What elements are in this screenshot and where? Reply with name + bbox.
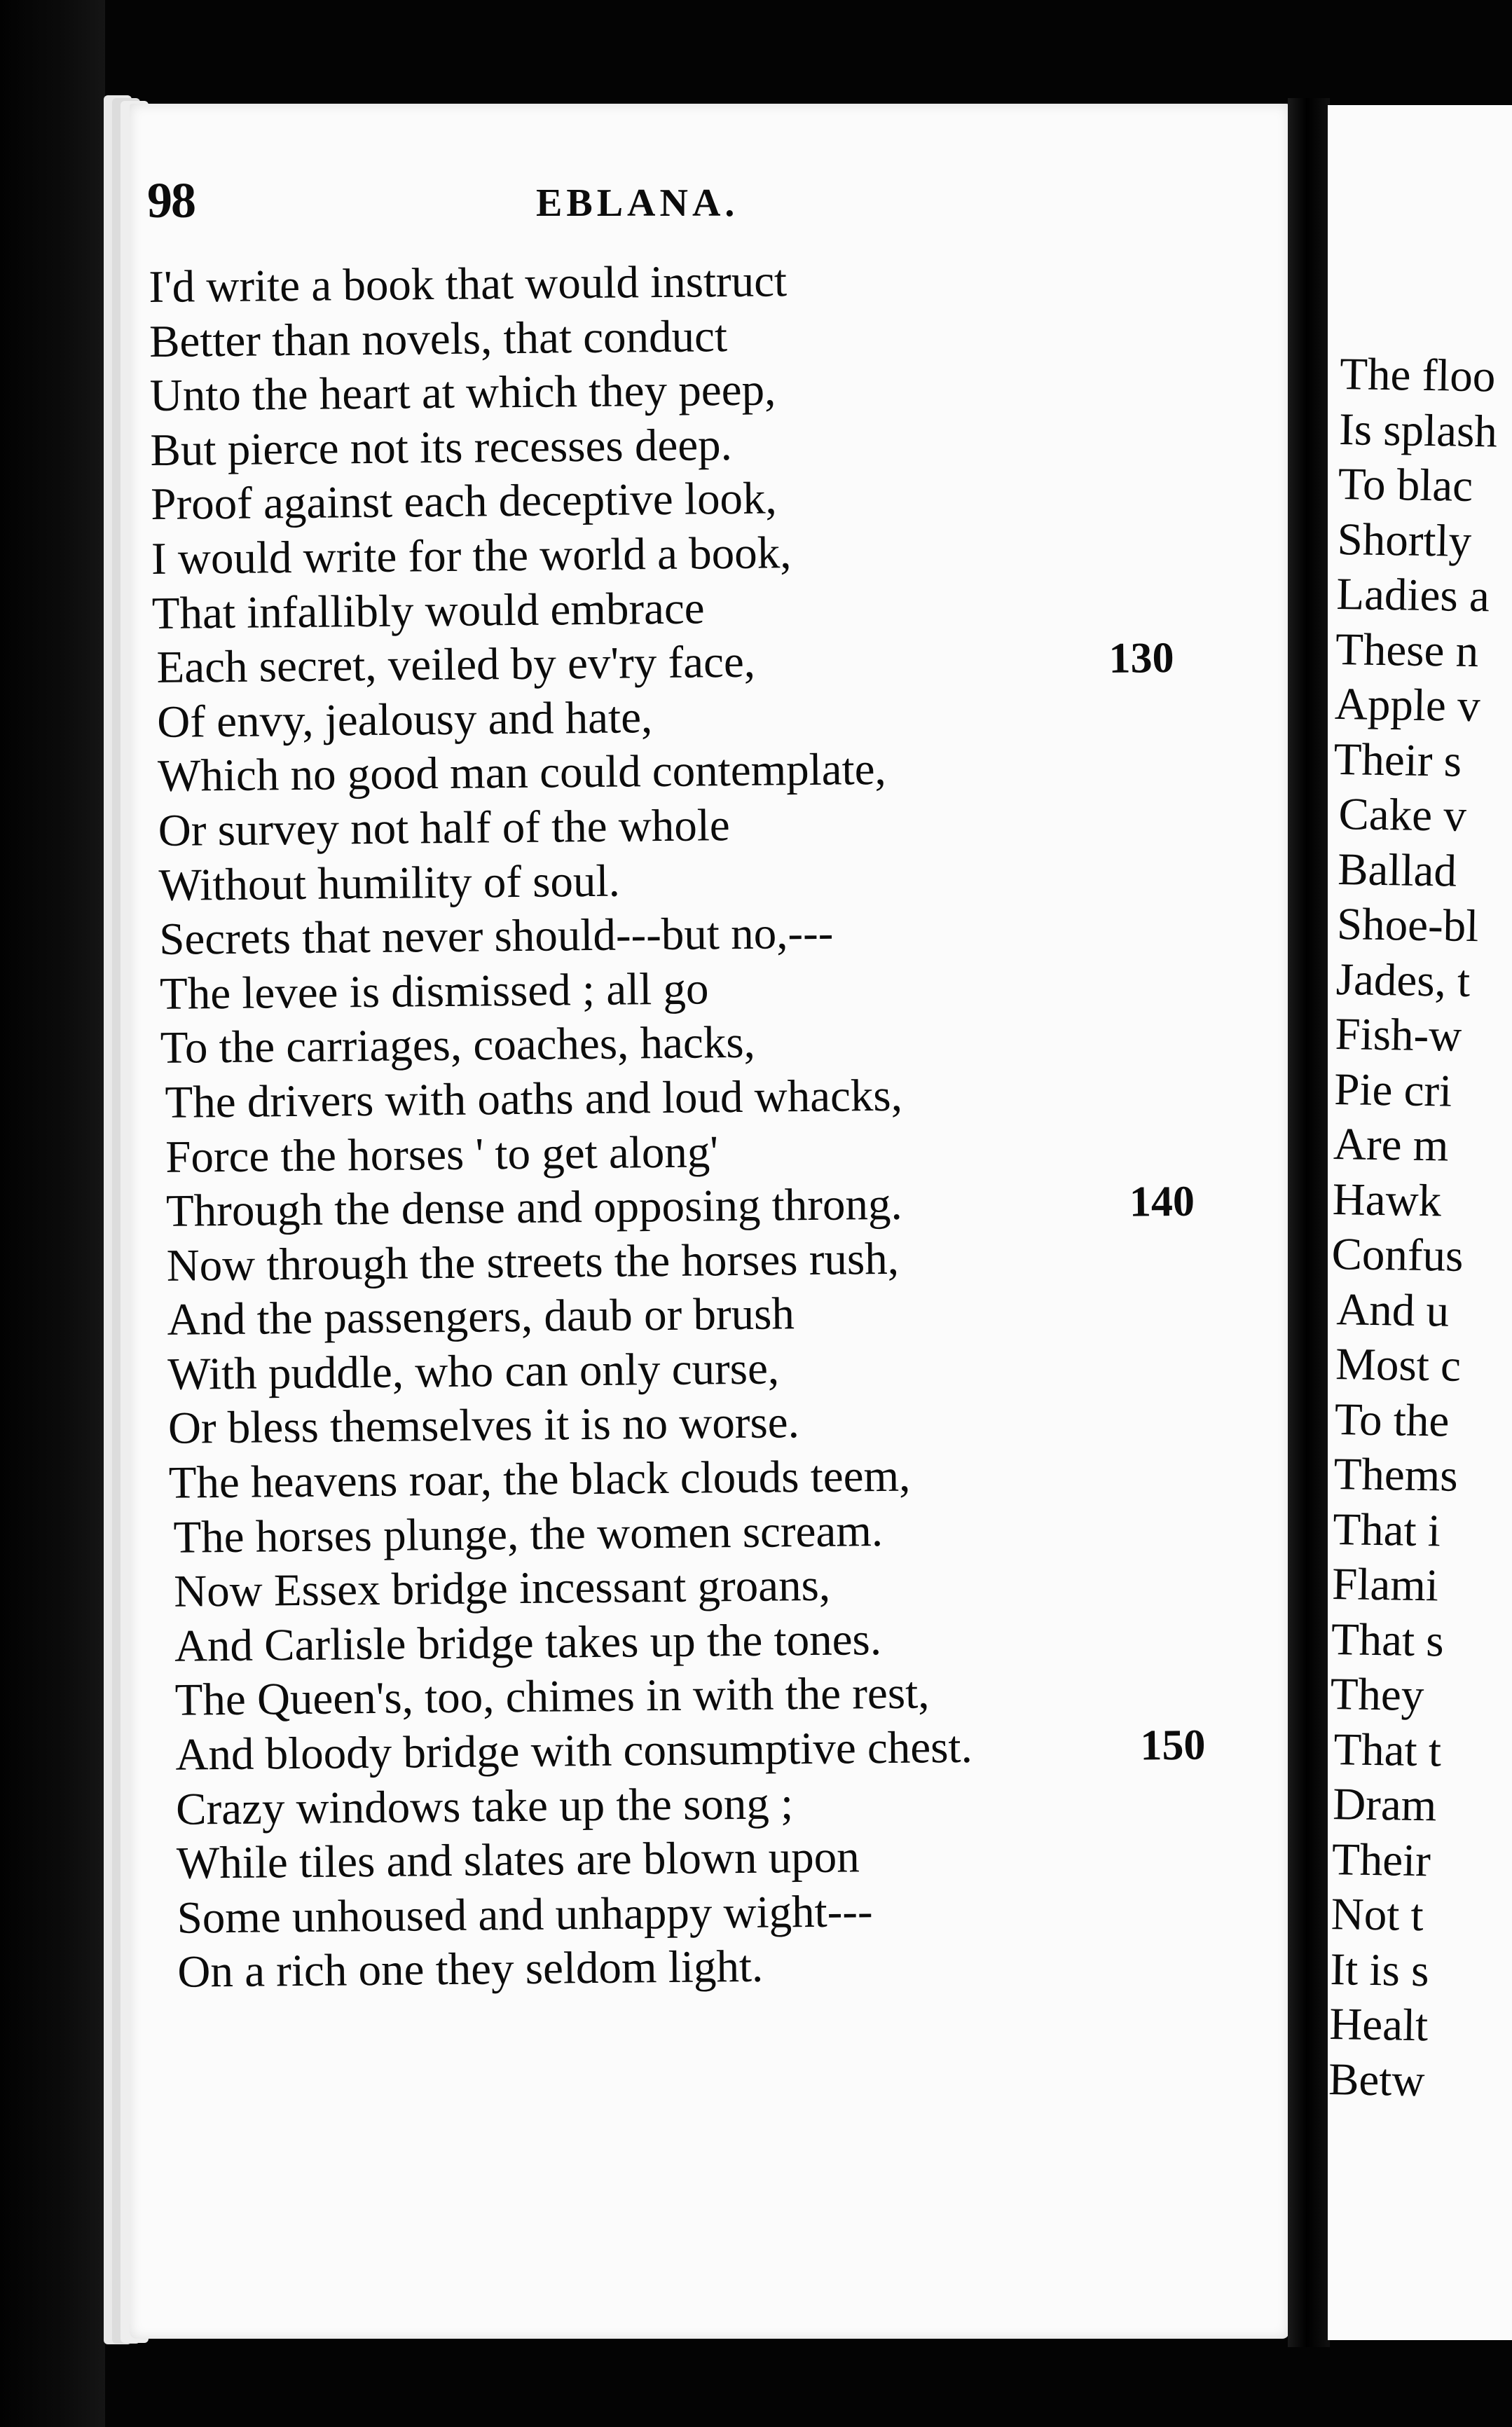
verse-line-text: That infallibly would embrace (151, 582, 705, 639)
verse-line (164, 1881, 1216, 1946)
verse-line (165, 1936, 1216, 2000)
verse-line-text: Without humility of soul. (158, 855, 621, 911)
verse-line (164, 1827, 1216, 1892)
right-page-line: These n (1335, 624, 1479, 677)
verse-line (149, 251, 1200, 315)
verse-line-text: Force the horses ' to get along' (165, 1126, 719, 1183)
book-gutter (1288, 98, 1330, 2347)
verse-line (151, 468, 1202, 532)
right-page (1328, 105, 1512, 2340)
verse-line (155, 903, 1207, 968)
verse-line-text: The levee is dismissed ; all go (159, 963, 709, 1019)
verse-line-text: I would write for the world a book, (151, 528, 792, 584)
verse-line-text: While tiles and slates are blown upon (176, 1831, 860, 1889)
verse-line-text: The drivers with oaths and loud whacks, (165, 1070, 903, 1128)
verse-line-text: With puddle, who can only curse, (167, 1343, 780, 1400)
verse-line (158, 1284, 1210, 1348)
right-page-line: That t (1333, 1724, 1442, 1777)
verse-line (151, 523, 1203, 587)
verse-line (160, 1447, 1211, 1511)
verse-line (153, 740, 1205, 804)
verse-line-text: Each secret, veiled by ev'ry face, (156, 636, 756, 694)
running-head: EBLANA. (536, 181, 739, 225)
right-page-line: Their (1331, 1834, 1431, 1886)
verse-line (156, 957, 1207, 1022)
line-number: 150 (1140, 1721, 1206, 1770)
right-page-line: Their s (1333, 734, 1462, 787)
right-page-line: Shortly (1337, 514, 1472, 567)
verse-line (149, 305, 1201, 369)
right-page-line: To the (1334, 1394, 1450, 1447)
verse-line (162, 1664, 1214, 1728)
line-number: 140 (1129, 1177, 1195, 1226)
right-page-line: Not t (1331, 1889, 1424, 1941)
verse-line-text: And Carlisle bridge takes up the tones. (174, 1614, 882, 1672)
right-page-line: Are m (1333, 1118, 1449, 1171)
verse-line (162, 1609, 1214, 1674)
verse-line-text: Better than novels, that conduct (149, 310, 728, 367)
verse-line-text: Of envy, jealousy and hate, (156, 692, 653, 748)
verse-line (153, 685, 1204, 750)
verse-line-text: The Queen's, too, chimes in with the rest, (174, 1668, 930, 1726)
right-page-line: It is s (1330, 1944, 1430, 1996)
verse-line (163, 1719, 1214, 1783)
right-page-line: Confus (1331, 1228, 1464, 1281)
verse-line (153, 795, 1205, 859)
right-page-line: That s (1331, 1614, 1445, 1667)
right-page-line: The floo (1339, 348, 1496, 402)
verse-line-text: Secrets that never should---but no,--- (158, 907, 834, 965)
verse-line-text: The heavens roar, the black clouds teem, (168, 1450, 911, 1508)
verse-line-text: Or survey not half of the whole (158, 800, 731, 856)
verse-line-text: To the carriages, coaches, hacks, (160, 1017, 756, 1074)
verse-line (151, 577, 1203, 641)
right-page-line: To blac (1338, 458, 1473, 511)
verse-line-text: The horses plunge, the women scream. (173, 1505, 884, 1563)
right-page-line: Ballad (1337, 844, 1457, 897)
right-page-line: And u (1335, 1284, 1450, 1337)
verse-line (161, 1555, 1213, 1620)
verse-line-text: Proof against each deceptive look, (150, 473, 778, 530)
right-page-line: Flami (1331, 1559, 1439, 1611)
verse-line (154, 848, 1206, 913)
verse-line (157, 1120, 1209, 1185)
verse-line-text: Which no good man could contemplate, (157, 744, 887, 802)
verse-line-text: Now Essex bridge incessant groans, (173, 1560, 831, 1617)
verse-line (150, 413, 1202, 478)
page-number: 98 (147, 172, 195, 228)
verse-line-text: On a rich one they seldom light. (177, 1941, 764, 1998)
verse-line (156, 1012, 1207, 1076)
right-page-line: Dram (1332, 1779, 1437, 1831)
verse-line-text: Some unhoused and unhappy wight--- (177, 1886, 873, 1944)
poem-text (149, 251, 1216, 2000)
verse-line-text: I'd write a book that would instruct (149, 256, 788, 312)
right-page-line: Is splash (1338, 404, 1498, 458)
verse-line (156, 1066, 1208, 1130)
verse-line (159, 1338, 1211, 1402)
right-page-line: Most c (1335, 1339, 1462, 1391)
verse-line (158, 1175, 1209, 1239)
verse-line (149, 359, 1201, 424)
right-page-line: That i (1332, 1504, 1441, 1556)
scan-background-edge (0, 0, 105, 2427)
right-page-line: They (1330, 1669, 1424, 1721)
line-number: 130 (1108, 634, 1174, 683)
right-page-line: Fish-w (1335, 1009, 1462, 1061)
verse-line (160, 1501, 1212, 1565)
verse-line (163, 1773, 1215, 1837)
right-page-line: Betw (1328, 2054, 1425, 2106)
right-page-line: Ladies a (1335, 568, 1490, 622)
verse-line (152, 631, 1204, 696)
verse-line (158, 1229, 1209, 1293)
right-page-line: Jades, t (1335, 954, 1471, 1007)
right-page-line: Cake v (1338, 789, 1467, 841)
verse-line-text: Through the dense and opposing throng. (165, 1178, 902, 1237)
right-page-line: Hawk (1332, 1174, 1442, 1226)
right-page-line: Pie cri (1333, 1064, 1452, 1117)
verse-line-text: And the passengers, daub or brush (167, 1288, 795, 1346)
right-page-line: Apple v (1334, 678, 1481, 732)
verse-line-text: Now through the streets the horses rush, (166, 1233, 900, 1291)
right-page-text (1328, 347, 1499, 2109)
verse-line-text: And bloody bridge with consumptive chest. (175, 1721, 973, 1780)
right-page-line: Shoe-bl (1336, 899, 1479, 952)
verse-line-text: Unto the heart at which they peep, (149, 364, 776, 422)
verse-line (160, 1392, 1211, 1457)
verse-line-text: Crazy windows take up the song ; (175, 1778, 794, 1835)
verse-line-text: But pierce not its recesses deep. (150, 419, 733, 476)
right-page-line: Thems (1333, 1449, 1459, 1501)
right-page-line: Healt (1328, 1999, 1429, 2051)
verse-line-text: Or bless themselves it is no worse. (167, 1397, 800, 1455)
